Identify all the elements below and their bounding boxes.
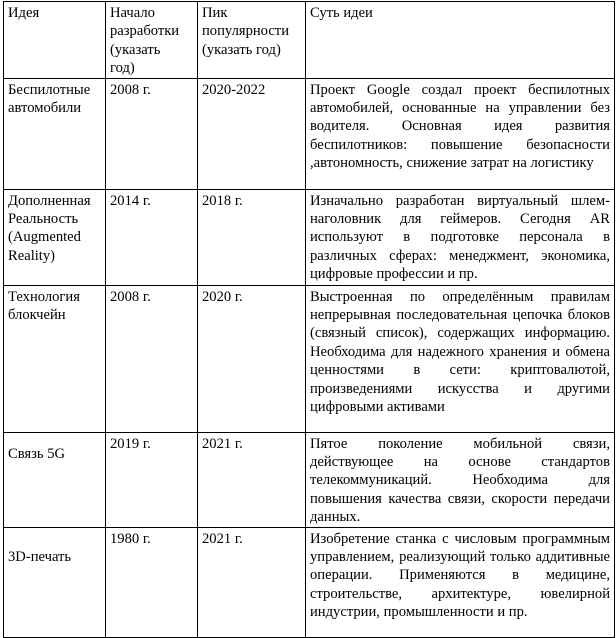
cell-peak-year: 2018 г. xyxy=(198,189,306,285)
table-row xyxy=(4,432,615,527)
cell-idea: Технология блокчейн xyxy=(4,285,106,432)
cell-essence: Проект Google создал проект беспилотных автомобилей, основанные на управлении без водителя. Основная идея развития беспилотников: повышение безопасности ,автономность, снижение затрат на логистику xyxy=(306,78,615,189)
cell-essence: Изначально разработан виртуальный шлем-наголовник для геймеров. Сегодня AR используют в подготовке персонала в различных сферах: менеджмент, экономика, цифровые профессии и пр. xyxy=(306,189,615,285)
header-essence: Суть идеи xyxy=(306,2,615,79)
cell-peak-year: 2021 г. xyxy=(198,432,306,527)
table-row xyxy=(4,78,615,189)
header-idea: Идея xyxy=(4,2,106,79)
cell-idea: Связь 5G xyxy=(4,432,106,527)
cell-start-year: 2008 г. xyxy=(106,78,198,189)
cell-essence: Пятое поколение мобильной связи, действующее на основе стандартов телекоммуникаций. Необходима для повышения качества связи, скорости передачи данных. xyxy=(306,432,615,527)
table-row xyxy=(4,189,615,285)
table-row xyxy=(4,527,615,637)
cell-peak-year: 2020-2022 xyxy=(198,78,306,189)
cell-peak-year: 2021 г. xyxy=(198,527,306,637)
header-peak: Пик популярности (указать год) xyxy=(198,2,306,79)
cell-start-year: 2019 г. xyxy=(106,432,198,527)
cell-start-year: 2014 г. xyxy=(106,189,198,285)
cell-start-year: 1980 г. xyxy=(106,527,198,637)
cell-start-year: 2008 г. xyxy=(106,285,198,432)
table-header-row xyxy=(4,2,615,79)
ideas-table xyxy=(3,1,615,638)
cell-idea: Беспилотные автомобили xyxy=(4,78,106,189)
cell-idea: Дополненная Реальность (Augmented Reality) xyxy=(4,189,106,285)
header-start: Начало разработки (указать год) xyxy=(106,2,198,79)
cell-idea: 3D-печать xyxy=(4,527,106,637)
cell-peak-year: 2020 г. xyxy=(198,285,306,432)
cell-essence: Изобретение станка с числовым программным управлением, реализующий только аддитивные операции. Применяются в медицине, строительстве, архитектуре, ювелирной индустрии, промышленности и пр. xyxy=(306,527,615,637)
cell-essence: Выстроенная по определённым правилам непрерывная последовательная цепочка блоков (связный список), содержащих информацию. Необходима для надежного хранения и обмена ценностями в сети: криптовалютой, произведениями искусства и другими цифровыми активами xyxy=(306,285,615,432)
table-row xyxy=(4,285,615,432)
